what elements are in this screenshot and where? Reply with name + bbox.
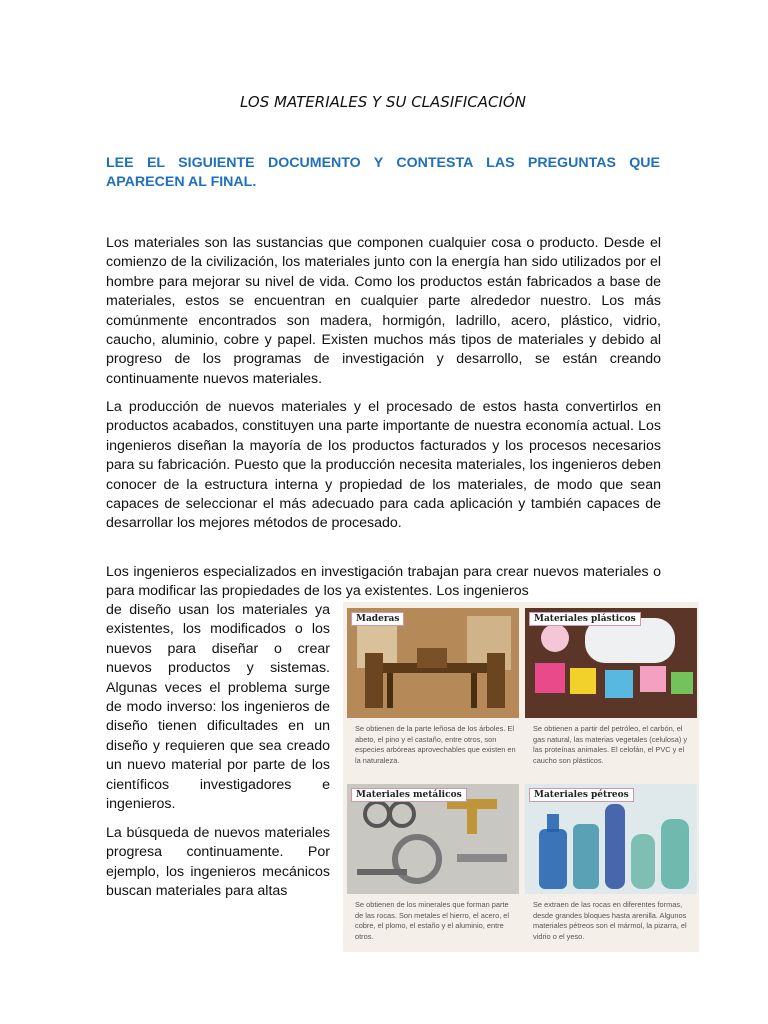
paragraph-3-continued: de diseño usan los materiales ya existentes, los modificados o los nuevos para diseñar o crear nuevos productos y sistemas. Algunas veces el problema surge de modo inverso: los ingenieros de diseño tienen dificultades en un diseño y requieren que sea creado un nuevo material por parte de los científicos investigadores e ingenieros.	[106, 602, 330, 813]
materials-figure	[343, 602, 699, 952]
panel-label-metal: Materiales metálicos	[351, 788, 467, 802]
panel-label-wood: Maderas	[351, 612, 404, 626]
panel-label-plastic: Materiales plásticos	[529, 612, 641, 626]
panel-wood	[347, 608, 519, 778]
paragraph-4: La búsqueda de nuevos materiales progresa continuamente. Por ejemplo, los ingenieros mecánicos buscan materiales para altas	[106, 825, 330, 900]
panel-caption-plastic: Se obtienen a partir del petróleo, el carbón, el gas natural, las materias vegetales (celulosa) y las proteínas animales. El celofán, el PVC y el caucho son plásticos.	[533, 724, 688, 765]
paragraph-2: La producción de nuevos materiales y el procesado de estos hasta convertirlos en productos acabados, constituyen una parte importante de nuestra economía actual. Los ingenieros diseñan la mayoría de los productos facturados y los procesos necesarios para su fabricación. Puesto que la producción necesita materiales, los ingenieros deben conocer de la estructura interna y propiedad de los materiales, de modo que sean capaces de seleccionar el más adecuado para cada aplicación y también capaces de desarrollar los mejores métodos de procesado.	[106, 399, 661, 532]
document-title: LOS MATERIALES Y SU CLASIFICACIÓN	[240, 93, 526, 111]
panel-caption-stone: Se extraen de las rocas en diferentes formas, desde grandes bloques hasta arenilla. Algunos materiales pétreos son el mármol, la pizarra, el vidrio o el yeso.	[533, 900, 687, 941]
panel-metal	[347, 784, 519, 954]
panel-caption-wood: Se obtienen de la parte leñosa de los árboles. El abeto, el pino y el castaño, entre otros, son especies arbóreas aprovechables que existen en la naturaleza.	[355, 724, 516, 765]
panel-caption-metal: Se obtienen de los minerales que forman parte de las rocas. Son metales el hierro, el acero, el cobre, el plomo, el estaño y el aluminio, entre otros.	[355, 900, 510, 941]
paragraph-3: Los ingenieros especializados en investigación trabajan para crear nuevos materiales o para modificar las propiedades de los ya existentes. Los ingenieros	[106, 564, 661, 600]
panel-plastic	[525, 608, 697, 778]
panel-label-stone: Materiales pétreos	[529, 788, 634, 802]
panel-stone	[525, 784, 697, 954]
paragraph-1: Los materiales son las sustancias que componen cualquier cosa o producto. Desde el comienzo de la civilización, los materiales junto con la energía han sido utilizados por el hombre para mejorar su nivel de vida. Como los productos están fabricados a base de materiales, estos se encuentran en cualquier parte alrededor nuestro. Los más comúnmente encontrados son madera, hormigón, ladrillo, acero, plástico, vidrio, caucho, aluminio, cobre y papel. Existen muchos más tipos de materiales y debido al progreso de los programas de investigación y desarrollo, se están creando continuamente nuevos materiales.	[106, 235, 661, 387]
instructions-heading: LEE EL SIGUIENTE DOCUMENTO Y CONTESTA LAS PREGUNTAS QUE APARECEN AL FINAL.	[106, 155, 660, 190]
